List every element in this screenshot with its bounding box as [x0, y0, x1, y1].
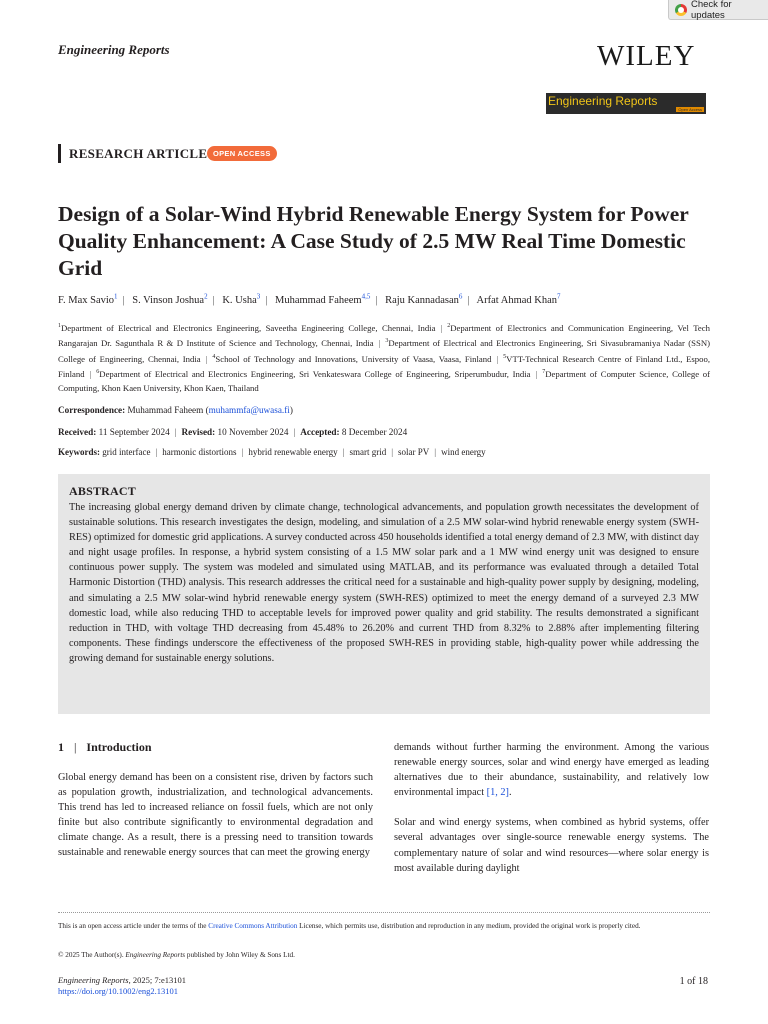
keyword[interactable]: wind energy — [441, 447, 486, 457]
copyright-note: © 2025 The Author(s). Engineering Reports published by John Wiley & Sons Ltd. — [58, 951, 295, 959]
abstract-text: The increasing global energy demand driven by climate change, technological advancements, and population growth necessitates the development of sustainable solutions. This research investigates the design, modeling, and simulation of a 2.5 MW solar-wind hybrid renewable energy system (SWH-RES) optimized for domestic grid applications. A survey conducted across 450 households identified a total energy demand of 2.3 MW, with distinct day and night usage profiles. In response, a hybrid system consisting of a 1.5 MW solar park and a 1 MW wind energy unit was designed to ensure continuous power supply. The system was modeled and simulated using MATLAB, and its performance was evaluated through a detailed Total Harmonic Distortion (THD) analysis. This research addresses the critical need for a sustainable and high-quality power supply by designing, modeling, and simulating a 2.5 MW solar-wind hybrid renewable energy system (SWH-RES) optimized to meet the energy demand of a surveyed 2.3 MW domestic load, while also reducing THD to acceptable levels for improved power quality and grid stability. The results demonstrated a significant reduction in THD, with voltage THD decreasing from 45.48% to 26.20% and current THD from 8.32% to 2.88% after implementing filtering components. These findings underscore the effectiveness of the proposed SWH-RES in providing stable, high-quality power while addressing the growing demand for sustainable energy solutions. — [69, 502, 699, 664]
affiliation: School of Technology and Innovations, University of Vaasa, Vaasa, Finland — [215, 353, 492, 364]
check-for-updates-button[interactable] — [668, 0, 768, 20]
crossmark-icon — [675, 4, 687, 16]
body-paragraph: Global energy demand has been on a consistent rise, driven by factors such as population growth, industrialization, and technological advancements. This trend has led to increased reliance on fossil fuels, which are not only finite but also contribute significantly to environmental degradation and climate change. As a result, there is a pressing need to transition towards sustainable and renewable energy sources that can meet the growing energy — [58, 772, 373, 859]
page-number: 1 of 18 — [679, 976, 708, 987]
citation-line: Engineering Reports, 2025; 7:e13101 — [58, 975, 186, 985]
author[interactable]: K. Usha$^3$ — [222, 292, 261, 306]
body-column-left — [58, 770, 373, 876]
body-column-right — [394, 740, 709, 891]
keyword[interactable]: hybrid renewable energy — [248, 447, 338, 457]
correspondence: Correspondence: Muhammad Faheem (muhammfa@uwasa.fi) — [58, 405, 293, 415]
abstract-box — [58, 474, 710, 714]
affiliations: $^1$Department of Electrical and Electronics Engineering, Saveetha Engineering College, Chennai, India | $^2$Department of Electronics and Communication Engineering, Vel Tech Rangarajan Dr. Sagunthala R & D Institute of Science and Technology, Chennai, India | $^3$Department of Electrical and Electronics Engineering, Sri Sivasubramaniya Nadar (SSN) College of Engineering, Chennai, India | $^4$School of Technology and Innovations, University of Vaasa, Vaasa, Finland | $^5$VTT-Technical Research Centre of Finland Ltd., Espoo, Finland | $^6$Department of Electrical and Electronics Engineering, Sri Venkateswara College of Engineering, Sriperumbudur, India | $^7$Department of Computer Science, College of Computing, Khon Kaen University, Khon Kaen, Thailand — [58, 322, 710, 393]
author[interactable]: F. Max Savio$^1$ — [58, 292, 118, 306]
author[interactable]: S. Vinson Joshua$^2$ — [132, 292, 208, 306]
keyword[interactable]: grid interface — [102, 447, 151, 457]
keyword[interactable]: solar PV — [398, 447, 430, 457]
doi-link[interactable]: https://doi.org/10.1002/eng2.13101 — [58, 986, 179, 996]
article-dates: Received: 11 September 2024 | Revised: 10 November 2024 | Accepted: 8 December 2024 — [58, 427, 408, 437]
section-title: Introduction — [86, 740, 152, 754]
affiliation: VTT-Technical Research Centre of Finland Ltd., Espoo, Finland — [58, 353, 710, 380]
journal-banner — [546, 93, 706, 114]
keyword[interactable]: harmonic distortions — [162, 447, 237, 457]
publisher-logo: WILEY — [597, 40, 696, 72]
citation-block — [58, 975, 186, 997]
open-access-tag: Open Access — [678, 107, 702, 112]
section-heading: 1 | Introduction — [58, 740, 152, 754]
affiliation: Department of Electrical and Electronics Engineering, Sri Sivasubramaniya Nadar (SSN) College of Engineering, Chennai, India — [58, 338, 710, 364]
affiliation: Department of Electrical and Electronics Engineering, Saveetha Engineering College, Chennai, India — [61, 322, 436, 333]
keyword[interactable]: smart grid — [349, 447, 387, 457]
body-paragraph: demands without further harming the environment. Among the various renewable energy sources, solar and wind energy have emerged as leading alternatives due to their abundance, sustainability, and relatively low environmental impact [1, 2]. — [394, 742, 709, 799]
article-title: Design of a Solar-Wind Hybrid Renewable Energy System for Power Quality Enhancement: A Case Study of 2.5 MW Real Time Domestic Grid — [58, 202, 689, 280]
article-type-bar — [58, 144, 61, 163]
abstract-heading: ABSTRACT — [69, 484, 136, 498]
body-paragraph: Solar and wind energy systems, when combined as hybrid systems, offer several advantages over single-source renewable energy systems. The complementary nature of solar and wind resources—where solar energy is most available during daylight — [394, 817, 709, 874]
affiliation: Department of Electrical and Electronics Engineering, Sri Venkateswara College of Engineering, Sriperumbudur, India — [99, 369, 531, 380]
journal-name: Engineering Reports — [58, 42, 170, 57]
keywords: Keywords: grid interface | harmonic distortions | hybrid renewable energy | smart grid | solar PV | wind energy — [58, 447, 486, 457]
affiliation: Department of Electronics and Communication Engineering, Vel Tech Rangarajan Dr. Sagunthala R & D Institute of Science and Technology, Chennai, India — [58, 322, 710, 349]
reference-link[interactable]: [1, 2] — [486, 787, 509, 799]
author[interactable]: Muhammad Faheem$^{4,5}$ — [275, 292, 371, 306]
author[interactable]: Arfat Ahmad Khan$^7$ — [476, 292, 561, 306]
footer-divider — [58, 912, 710, 913]
license-link[interactable]: Creative Commons Attribution — [208, 922, 298, 930]
author[interactable]: Raju Kannadasan$^6$ — [385, 292, 463, 306]
article-type-label: RESEARCH ARTICLE — [69, 146, 208, 161]
license-note: This is an open access article under the terms of the Creative Commons Attribution License, which permits use, distribution and reproduction in any medium, provided the original work is properly cited. — [58, 922, 641, 930]
author-list: F. Max Savio$^1$ | S. Vinson Joshua$^2$ | K. Usha$^3$ | Muhammad Faheem$^{4,5}$ | Raju Kannadasan$^6$ | Arfat Ahmad Khan$^7$ — [58, 292, 561, 306]
correspondence-email-link[interactable]: muhammfa@uwasa.fi — [208, 405, 290, 415]
journal-banner-text: Engineering Reports — [548, 94, 658, 108]
check-for-updates-label: Check for updates — [691, 0, 732, 21]
affiliation: Department of Computer Science, College of Computing, Khon Kaen University, Khon Kaen, Thailand — [58, 369, 710, 393]
open-access-badge: OPEN ACCESS — [207, 146, 277, 161]
